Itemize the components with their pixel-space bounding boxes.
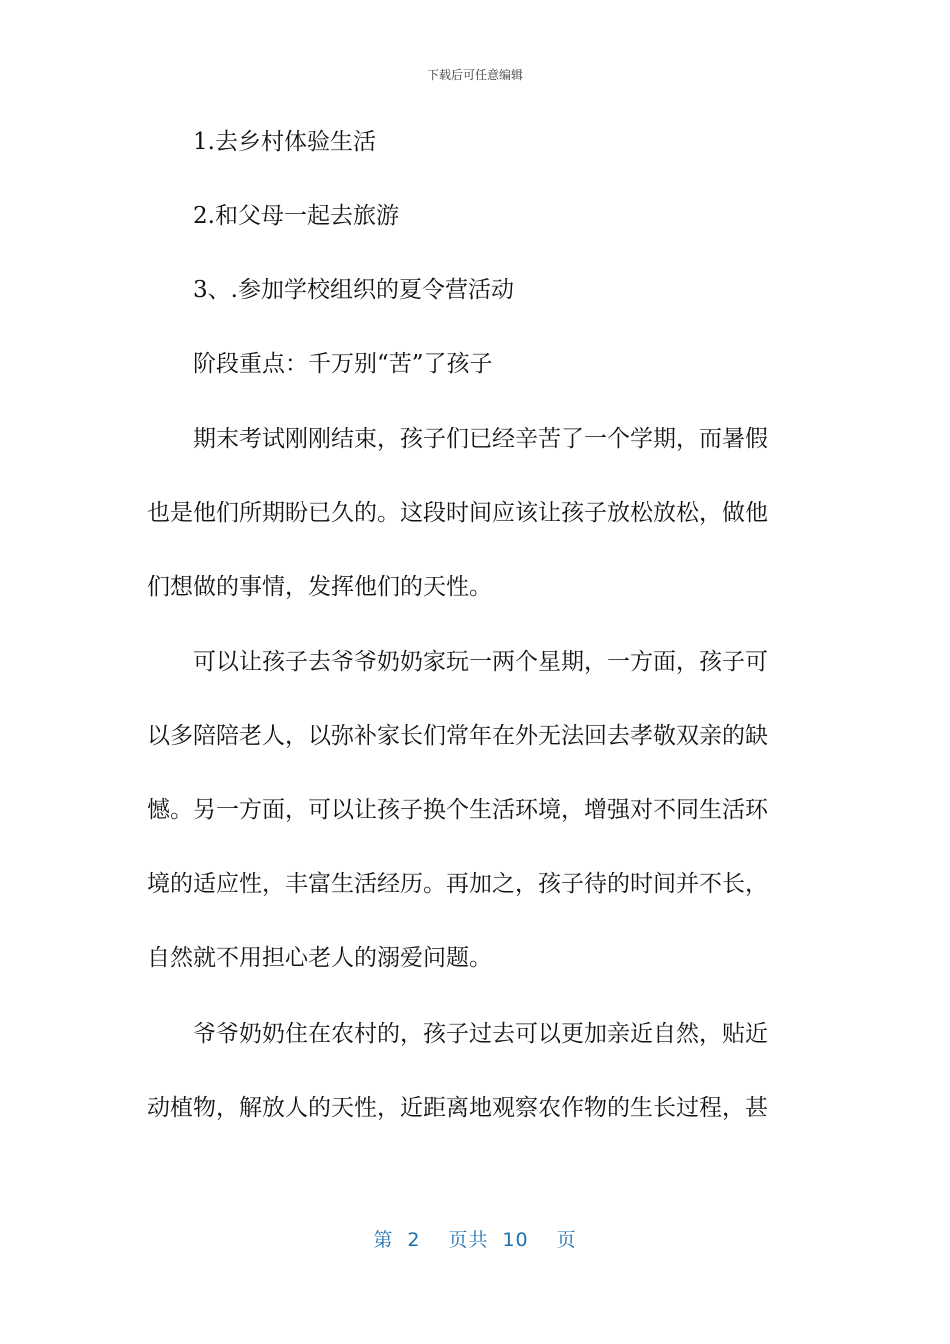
paragraph-line: 们想做的事情，发挥他们的天性。	[147, 574, 492, 600]
footer-suffix: 页	[556, 1229, 577, 1251]
footer-prefix: 第	[373, 1229, 394, 1251]
paragraph-line: 憾。另一方面，可以让孩子换个生活环境，增强对不同生活环	[147, 797, 768, 823]
paragraph-line: 也是他们所期盼已久的。这段时间应该让孩子放松放松，做他	[147, 500, 768, 526]
footer-middle: 页共	[448, 1229, 489, 1251]
paragraph-line: 以多陪陪老人，以弥补家长们常年在外无法回去孝敬双亲的缺	[147, 723, 768, 749]
footer-page-number: 2	[407, 1229, 421, 1251]
paragraph-line: 可以让孩子去爷爷奶奶家玩一两个星期，一方面，孩子可	[193, 649, 768, 675]
list-item: 2.和父母一起去旅游	[193, 203, 399, 229]
footer-total-pages: 10	[502, 1229, 529, 1251]
paragraph-line: 动植物，解放人的天性，近距离地观察农作物的生长过程，甚	[147, 1095, 768, 1121]
page-footer	[0, 1225, 950, 1252]
page-header-note: 下载后可任意编辑	[426, 68, 523, 82]
paragraph-line: 爷爷奶奶住在农村的，孩子过去可以更加亲近自然，贴近	[193, 1021, 768, 1047]
paragraph-line: 自然就不用担心老人的溺爱问题。	[147, 945, 492, 971]
paragraph-line: 期末考试刚刚结束，孩子们已经辛苦了一个学期，而暑假	[193, 426, 768, 452]
section-heading: 阶段重点：千万别“苦”了孩子	[193, 351, 493, 377]
list-item: 3、.参加学校组织的夏令营活动	[193, 277, 514, 303]
list-item: 1.去乡村体验生活	[193, 129, 376, 155]
paragraph-line: 境的适应性，丰富生活经历。再加之，孩子待的时间并不长，	[147, 871, 768, 897]
